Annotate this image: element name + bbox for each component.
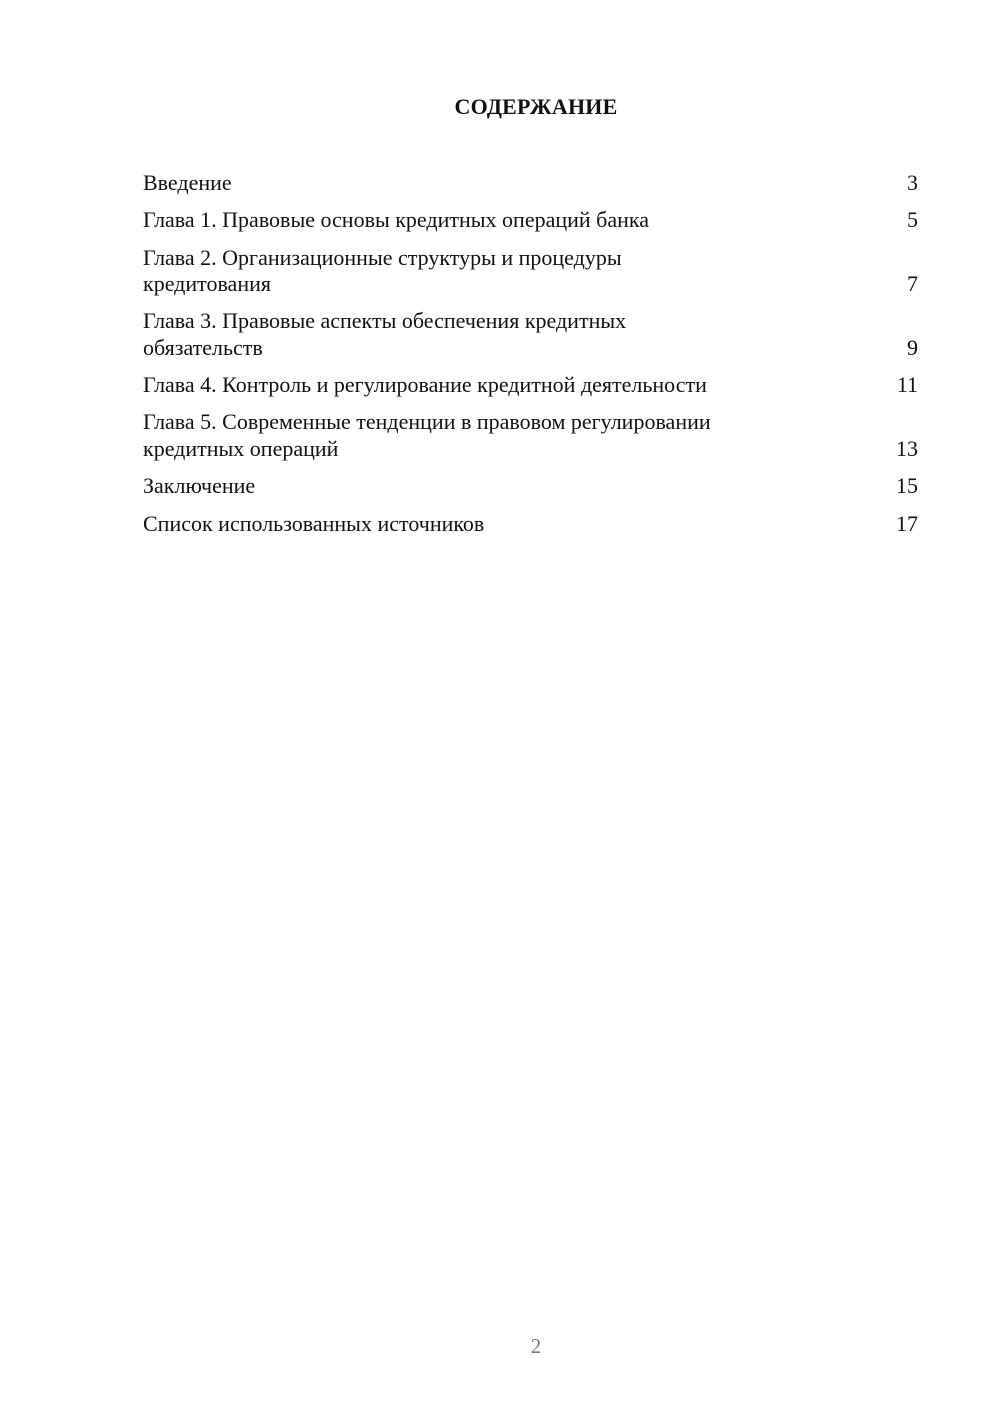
page-number: 2 (530, 1334, 542, 1358)
toc-entry-page: 15 (896, 473, 918, 499)
toc-entry-label: Глава 5. Современные тенденции в правовом регулировании кредитных операций (143, 409, 711, 461)
toc-entry-chapter-5 (143, 409, 918, 462)
toc-entry-chapter-4 (143, 372, 918, 399)
toc-entry-chapter-3 (143, 308, 918, 361)
page-title: СОДЕРЖАНИЕ (454, 94, 618, 119)
toc-entry-label: Заключение (143, 473, 256, 499)
table-of-contents (143, 170, 918, 548)
toc-entry-page: 5 (907, 207, 918, 233)
toc-entry-label: Глава 1. Правовые основы кредитных операций банка (143, 207, 650, 233)
toc-entry-chapter-1 (143, 207, 918, 234)
toc-entry-label: Глава 2. Организационные структуры и процедуры кредитования (143, 244, 622, 297)
toc-entry-page: 7 (907, 271, 918, 297)
toc-entry-chapter-2 (143, 245, 918, 298)
toc-entry-conclusion (143, 473, 918, 500)
toc-entry-label: Список использованных источников (143, 510, 485, 536)
toc-entry-page: 3 (907, 170, 918, 195)
toc-entry-page: 17 (896, 510, 918, 536)
toc-entry-label: Глава 3. Правовые аспекты обеспечения кредитных обязательств (143, 308, 627, 360)
toc-entry-introduction (143, 170, 918, 197)
toc-entry-page: 9 (907, 334, 918, 360)
toc-entry-page: 11 (896, 372, 918, 398)
toc-entry-references (143, 511, 918, 538)
toc-entry-page: 13 (896, 435, 918, 461)
toc-entry-label: Глава 4. Контроль и регулирование кредитной деятельности (143, 372, 707, 398)
toc-entry-label: Введение (143, 170, 232, 195)
